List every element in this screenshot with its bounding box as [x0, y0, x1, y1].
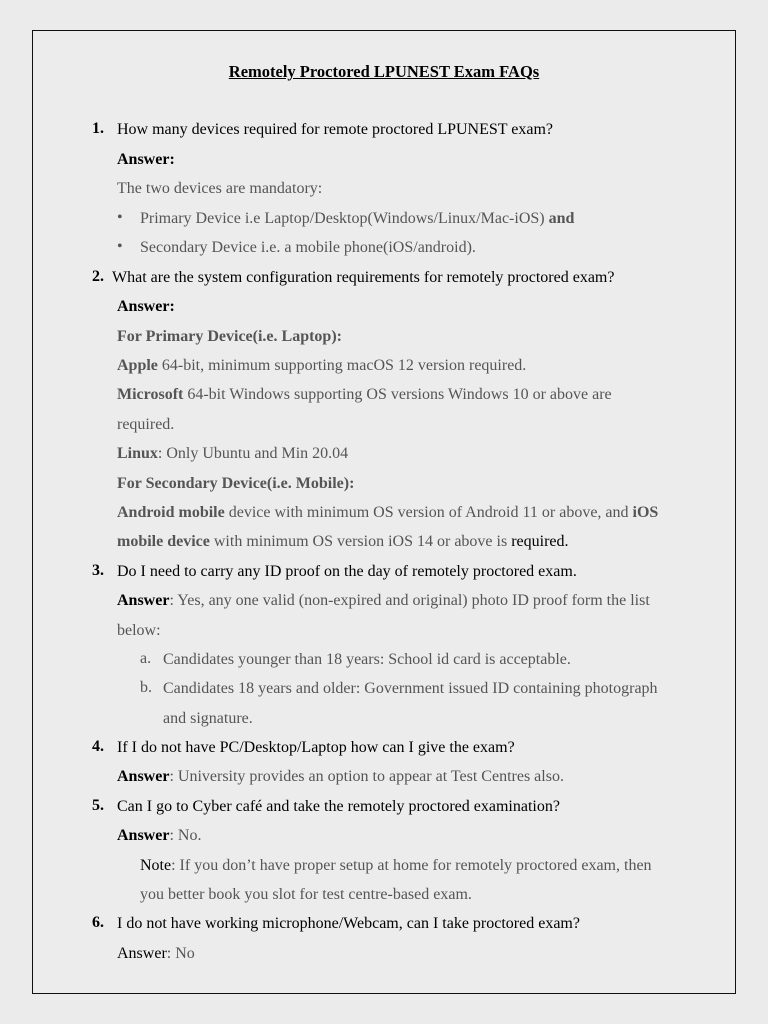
faq-2-apple-label: Apple: [117, 357, 158, 374]
faq-1-question: How many devices required for remote proctored LPUNEST exam?: [117, 121, 554, 138]
faq-3-item-a-marker: a.: [140, 650, 152, 667]
faq-1-number: 1.: [92, 120, 104, 137]
faq-1-bullet-1-suffix: and: [548, 210, 575, 227]
faq-3-answer: [117, 591, 650, 611]
faq-1-bullet-marker: •: [117, 209, 123, 226]
faq-2-linux: [117, 444, 348, 464]
faq-5-note-label: Note: [140, 857, 172, 874]
faq-2-ios: [117, 532, 569, 552]
faq-6-answer-label: Answer: [117, 945, 167, 962]
faq-5-answer-label: Answer: [117, 827, 170, 844]
faq-6-number: 6.: [92, 914, 104, 931]
faq-2-microsoft-text2: required.: [117, 416, 175, 433]
faq-1-bullet-1-text: Primary Device i.e Laptop/Desktop(Windows/Linux/Mac-iOS): [140, 210, 545, 227]
faq-2-microsoft-label: Microsoft: [117, 386, 184, 403]
faq-5-question: Can I go to Cyber café and take the remotely proctored examination?: [117, 798, 560, 815]
faq-2-android: [117, 503, 658, 523]
faq-2-android-text: device with minimum OS version of Android 11 or above, and: [228, 504, 629, 521]
page-title: Remotely Proctored LPUNEST Exam FAQs: [228, 62, 540, 81]
faq-2-linux-text: : Only Ubuntu and Min 20.04: [157, 445, 349, 462]
faq-2-primary-heading: For Primary Device(i.e. Laptop):: [117, 328, 342, 345]
faq-2-microsoft-text: 64-bit Windows supporting OS versions Windows 10 or above are: [187, 386, 612, 403]
faq-2-question: What are the system configuration requirements for remotely proctored exam?: [112, 269, 615, 286]
faq-3-number: 3.: [92, 562, 104, 579]
faq-1-bullet-1: [140, 209, 574, 229]
faq-3-answer-label: Answer: [117, 592, 170, 609]
faq-5-note: [140, 856, 652, 876]
faq-4-question: If I do not have PC/Desktop/Laptop how can I give the exam?: [117, 739, 515, 756]
faq-2-answer-label: Answer:: [117, 298, 175, 315]
faq-2-android-label: Android mobile: [117, 504, 225, 521]
faq-3-answer-text2: below:: [117, 622, 161, 639]
faq-2-ios-end: required.: [511, 533, 569, 550]
faq-5-answer: [117, 826, 201, 846]
faq-2-microsoft: [117, 385, 612, 405]
faq-5-answer-text: : No.: [169, 827, 202, 844]
faq-6-answer: [117, 944, 195, 964]
faq-5-number: 5.: [92, 797, 104, 814]
faq-3-answer-text: : Yes, any one valid (non-expired and original) photo ID proof form the list: [169, 592, 650, 609]
faq-2-secondary-heading: For Secondary Device(i.e. Mobile):: [117, 475, 355, 492]
faq-3-item-b-text2: and signature.: [163, 710, 253, 727]
faq-5-note-text2: you better book you slot for test centre-based exam.: [140, 886, 472, 903]
faq-2-ios-label: iOS: [632, 504, 659, 521]
faq-3-question: Do I need to carry any ID proof on the day of remotely proctored exam.: [117, 563, 577, 580]
faq-2-ios-text: with minimum OS version iOS 14 or above is: [213, 533, 508, 550]
faq-1-bullet-2: Secondary Device i.e. a mobile phone(iOS/android).: [140, 239, 476, 256]
faq-2-number: 2.: [92, 268, 104, 285]
faq-5-note-text: : If you don’t have proper setup at home for remotely proctored exam, then: [171, 857, 652, 874]
faq-1-intro: The two devices are mandatory:: [117, 180, 323, 197]
faq-6-question: I do not have working microphone/Webcam, can I take proctored exam?: [117, 915, 580, 932]
faq-2-apple: [117, 356, 526, 376]
faq-4-answer: [117, 767, 564, 787]
faq-3-item-a: Candidates younger than 18 years: School id card is acceptable.: [163, 651, 571, 668]
faq-3-item-b-marker: b.: [140, 679, 152, 696]
faq-1-answer-label: Answer:: [117, 151, 175, 168]
faq-6-answer-text: : No: [166, 945, 195, 962]
faq-3-item-b: Candidates 18 years and older: Government issued ID containing photograph: [163, 680, 658, 697]
faq-4-answer-text: : University provides an option to appear at Test Centres also.: [169, 768, 564, 785]
document-page: [32, 30, 736, 994]
faq-1-bullet-marker: •: [117, 238, 123, 255]
faq-4-answer-label: Answer: [117, 768, 170, 785]
faq-2-apple-text: 64-bit, minimum supporting macOS 12 version required.: [161, 357, 527, 374]
faq-2-ios-label2: mobile device: [117, 533, 210, 550]
faq-4-number: 4.: [92, 738, 104, 755]
faq-2-linux-label: Linux: [117, 445, 158, 462]
